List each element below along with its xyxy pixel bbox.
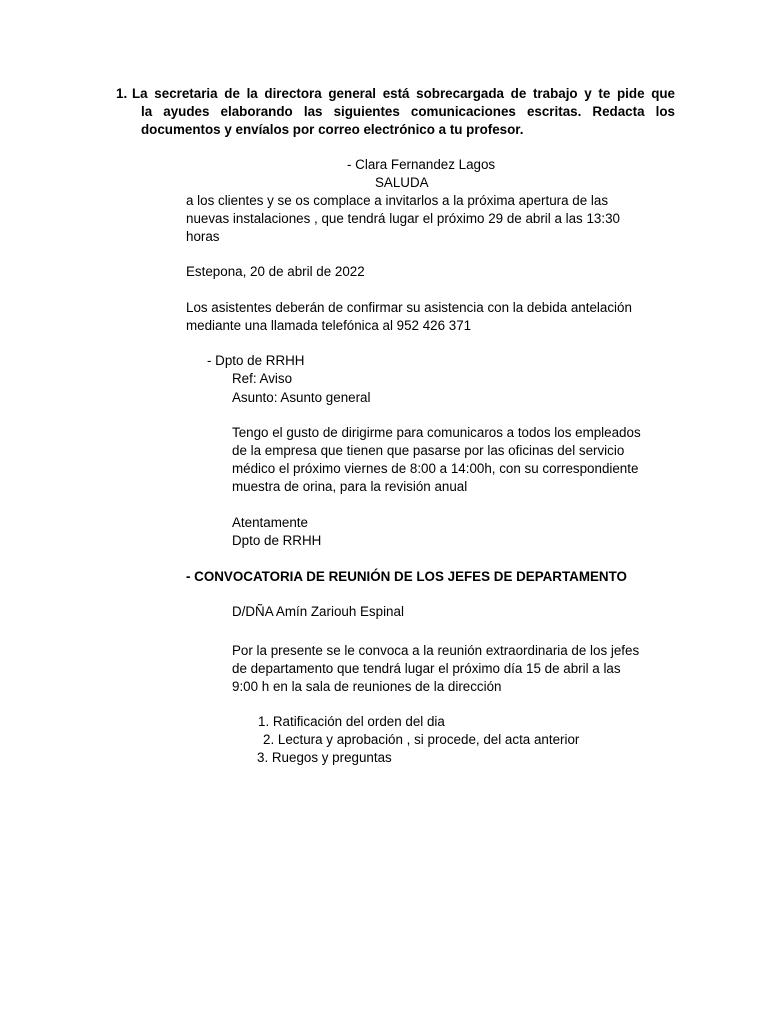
saluda-sender: - Clara Fernandez Lagos bbox=[347, 157, 496, 172]
aviso-subject: Asunto: Asunto general bbox=[232, 390, 371, 405]
saluda-body-line-2: nuevas instalaciones , que tendrá lugar el próximo 29 de abril a las 13:30 bbox=[186, 211, 620, 226]
exercise-line-3: documentos y envíalos por correo electrónico a tu profesor. bbox=[141, 122, 524, 137]
exercise-number: 1. bbox=[116, 86, 128, 101]
agenda-item: 3. Ruegos y preguntas bbox=[257, 750, 392, 765]
convocatoria-recipient: D/DÑA Amín Zariouh Espinal bbox=[232, 604, 404, 619]
convocatoria-body-line-1: Por la presente se le convoca a la reunión extraordinaria de los jefes bbox=[232, 643, 640, 658]
aviso-ref: Ref: Aviso bbox=[232, 371, 293, 386]
aviso-body-line-2: de la empresa que tienen que pasarse por las oficinas del servicio bbox=[232, 443, 625, 458]
aviso-body-line-4: muestra de orina, para la revisión anual bbox=[232, 479, 468, 494]
aviso-closing: Atentamente bbox=[232, 515, 308, 530]
saluda-confirm-line-2: mediante una llamada telefónica al 952 426 371 bbox=[186, 318, 472, 333]
saluda-word: SALUDA bbox=[375, 175, 429, 190]
aviso-body-line-3: médico el próximo viernes de 8:00 a 14:00h, con su correspondiente bbox=[232, 461, 639, 476]
saluda-confirm-line-1: Los asistentes deberán de confirmar su asistencia con la debida antelación bbox=[186, 300, 632, 315]
aviso-body-line-1: Tengo el gusto de dirigirme para comunicaros a todos los empleados bbox=[232, 425, 641, 440]
aviso-from: - Dpto de RRHH bbox=[207, 353, 305, 368]
saluda-date: Estepona, 20 de abril de 2022 bbox=[186, 264, 365, 279]
saluda-body-line-1: a los clientes y se os complace a invitarlos a la próxima apertura de las bbox=[186, 193, 609, 208]
saluda-body-line-3: horas bbox=[186, 229, 220, 244]
exercise-line-2: la ayudes elaborando las siguientes comunicaciones escritas. Redacta los bbox=[141, 104, 675, 119]
exercise-line-1: La secretaria de la directora general está sobrecargada de trabajo y te pide que bbox=[132, 86, 675, 101]
convocatoria-heading: - CONVOCATORIA DE REUNIÓN DE LOS JEFES DE DEPARTAMENTO bbox=[186, 569, 627, 584]
convocatoria-body-line-3: 9:00 h en la sala de reuniones de la dirección bbox=[232, 679, 502, 694]
convocatoria-body-line-2: de departamento que tendrá lugar el próximo día 15 de abril a las bbox=[232, 661, 621, 676]
agenda-item: 2. Lectura y aprobación , si procede, del acta anterior bbox=[263, 732, 580, 747]
aviso-signature: Dpto de RRHH bbox=[232, 533, 322, 548]
agenda-item: 1. Ratificación del orden del dia bbox=[258, 714, 445, 729]
